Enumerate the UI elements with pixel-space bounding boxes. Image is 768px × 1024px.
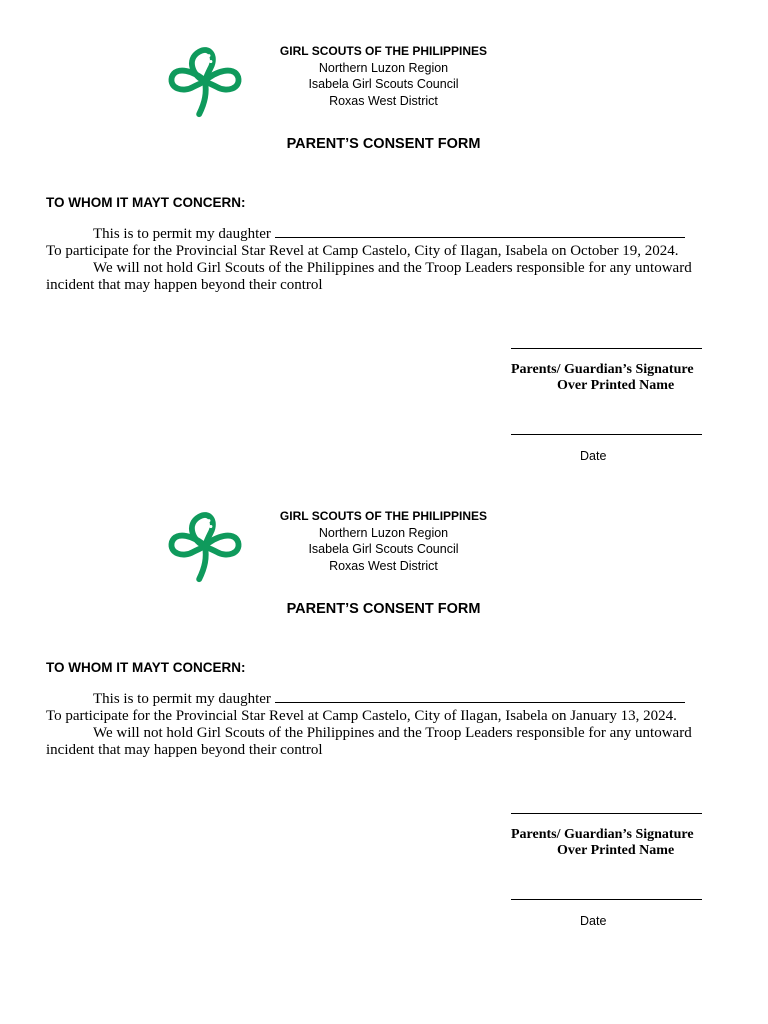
district-name: Roxas West District [329,93,438,108]
org-name: GIRL SCOUTS OF THE PHILIPPINES [279,509,488,523]
form-title: PARENT’S CONSENT FORM [286,136,481,152]
permit-text: This is to permit my daughter [93,226,271,242]
waiver-line-2: incident that may happen beyond their control [46,277,323,293]
signature-label-line1: Parents/ Guardian’s Signature [511,362,694,377]
signature-label-line2: Over Printed Name [557,378,675,393]
org-name: GIRL SCOUTS OF THE PHILIPPINES [279,44,488,58]
signature-label-line1: Parents/ Guardian’s Signature [511,827,694,842]
consent-body [46,224,726,294]
council-name: Isabela Girl Scouts Council [308,77,459,91]
salutation: TO WHOM IT MAYT CONCERN: [46,660,246,675]
consent-form-2 [0,465,768,931]
signature-label [511,362,711,394]
salutation: TO WHOM IT MAYT CONCERN: [46,195,246,210]
waiver-line-1: We will not hold Girl Scouts of the Philippines and the Troop Leaders responsible for any untoward [93,260,692,276]
date-line[interactable] [511,434,702,435]
signature-line[interactable] [511,348,702,349]
org-header [230,508,537,574]
permit-text: This is to permit my daughter [93,691,271,707]
participate-text: To participate for the Provincial Star Revel at Camp Castelo, City of Ilagan, Isabela on October 19, 2024. [46,243,679,259]
participate-text: To participate for the Provincial Star Revel at Camp Castelo, City of Ilagan, Isabela on January 13, 2024. [46,708,677,724]
daughter-name-field[interactable] [275,224,685,238]
waiver-line-1: We will not hold Girl Scouts of the Philippines and the Troop Leaders responsible for any untoward [93,725,692,741]
signature-line[interactable] [511,813,702,814]
council-name: Isabela Girl Scouts Council [308,542,459,556]
region-name: Northern Luzon Region [318,525,449,540]
date-line[interactable] [511,899,702,900]
form-title: PARENT’S CONSENT FORM [286,601,481,617]
waiver-line-2: incident that may happen beyond their control [46,742,323,758]
org-header [230,43,537,109]
date-label: Date [580,449,607,463]
consent-form-1 [0,0,768,466]
consent-body [46,689,726,759]
district-name: Roxas West District [329,558,438,573]
daughter-name-field[interactable] [275,689,685,703]
signature-label-line2: Over Printed Name [557,843,675,858]
signature-label [511,827,711,859]
date-label: Date [580,914,607,928]
region-name: Northern Luzon Region [318,60,449,75]
